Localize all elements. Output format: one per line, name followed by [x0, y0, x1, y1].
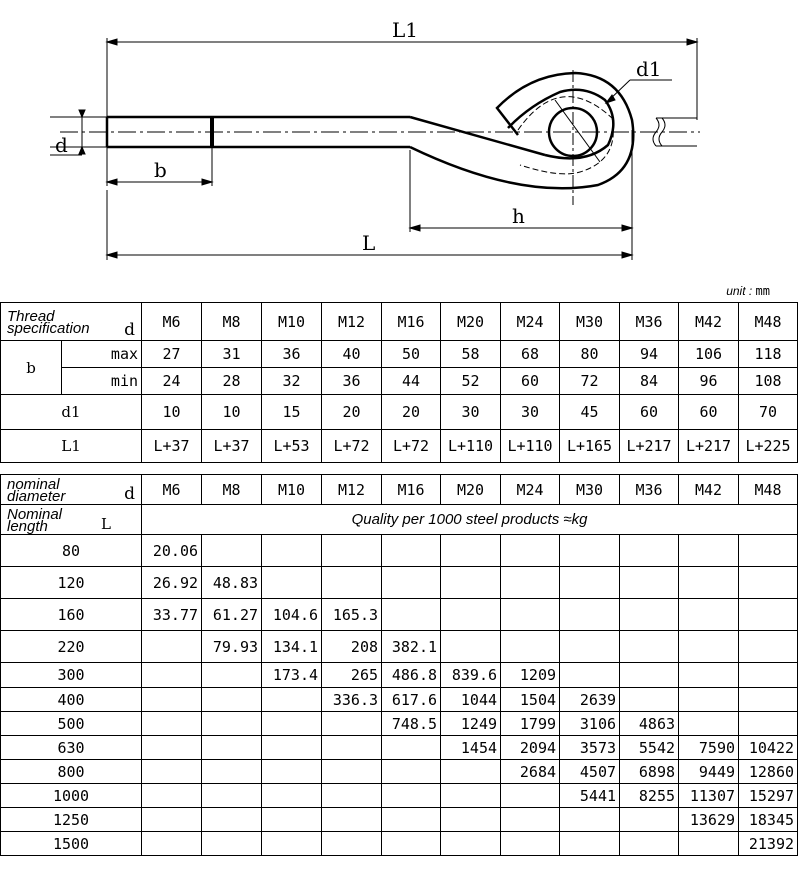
d1-cell: 70	[739, 395, 798, 430]
weight-cell	[202, 712, 262, 736]
weight-cell: 9449	[679, 760, 739, 784]
b-max-cell: 40	[322, 341, 382, 368]
b-max-cell: 36	[262, 341, 322, 368]
weight-cell: 8255	[620, 784, 679, 808]
L1-cell: L+225	[739, 430, 798, 463]
thread-spec-header: Thread specification d	[1, 303, 142, 341]
weight-header-row	[1, 475, 798, 505]
L1-cell: L+217	[679, 430, 739, 463]
length-cell: 630	[1, 736, 142, 760]
L1-cell: L+37	[202, 430, 262, 463]
weight-row	[1, 663, 798, 688]
weight-cell	[620, 567, 679, 599]
unit-value: mm	[755, 284, 770, 298]
b-max-cell: 94	[620, 341, 679, 368]
weight-cell: 12860	[739, 760, 798, 784]
weight-cell: 265	[322, 663, 382, 688]
length-cell: 220	[1, 631, 142, 663]
weight-cell	[202, 784, 262, 808]
weight-cell: 5441	[560, 784, 620, 808]
weight-cell	[202, 688, 262, 712]
b-label: b	[1, 341, 62, 395]
weight-cell	[501, 567, 560, 599]
weight-cell	[620, 535, 679, 567]
length-cell: 160	[1, 599, 142, 631]
b-min-cell: 72	[560, 368, 620, 395]
weight-cell: 11307	[679, 784, 739, 808]
b-min-cell: 32	[262, 368, 322, 395]
b-max-cell: 31	[202, 341, 262, 368]
weight-cell	[262, 535, 322, 567]
label-d: d	[55, 133, 68, 157]
L1-cell: L+53	[262, 430, 322, 463]
L1-cell: L+110	[441, 430, 501, 463]
weight-row	[1, 760, 798, 784]
d1-row	[1, 395, 798, 430]
weight-row	[1, 736, 798, 760]
size-cell: M24	[501, 475, 560, 505]
weight-cell	[262, 712, 322, 736]
size-cell: M36	[620, 475, 679, 505]
weight-cell: 104.6	[262, 599, 322, 631]
weight-cell	[202, 663, 262, 688]
weight-cell	[322, 567, 382, 599]
label-L1: L1	[392, 18, 419, 42]
weight-cell: 4863	[620, 712, 679, 736]
weight-table	[0, 474, 798, 856]
weight-cell: 3106	[560, 712, 620, 736]
weight-cell	[322, 832, 382, 856]
weight-cell: 3573	[560, 736, 620, 760]
weight-cell	[262, 736, 322, 760]
b-max-cell: 58	[441, 341, 501, 368]
weight-cell: 208	[322, 631, 382, 663]
weight-row	[1, 631, 798, 663]
weight-cell: 26.92	[142, 567, 202, 599]
size-cell: M10	[262, 303, 322, 341]
weight-cell	[739, 599, 798, 631]
weight-cell	[679, 599, 739, 631]
weight-cell	[322, 760, 382, 784]
d1-label: d1	[1, 395, 142, 430]
weight-cell	[679, 712, 739, 736]
label-L: L	[362, 231, 376, 255]
d1-cell: 10	[142, 395, 202, 430]
L1-cell: L+165	[560, 430, 620, 463]
weight-cell: 79.93	[202, 631, 262, 663]
length-cell: 80	[1, 535, 142, 567]
weight-cell	[202, 832, 262, 856]
weight-cell	[560, 808, 620, 832]
b-max-cell: 27	[142, 341, 202, 368]
weight-row	[1, 712, 798, 736]
weight-cell: 18345	[739, 808, 798, 832]
weight-cell: 61.27	[202, 599, 262, 631]
weight-cell	[262, 784, 322, 808]
b-min-cell: 24	[142, 368, 202, 395]
d1-cell: 45	[560, 395, 620, 430]
weight-cell	[501, 832, 560, 856]
weight-cell	[739, 567, 798, 599]
weight-cell	[262, 688, 322, 712]
b-min-cell: 60	[501, 368, 560, 395]
size-cell: M6	[142, 303, 202, 341]
size-cell: M42	[679, 475, 739, 505]
weight-cell	[501, 599, 560, 631]
weight-cell	[679, 688, 739, 712]
weight-cell: 1209	[501, 663, 560, 688]
size-cell: M16	[382, 475, 441, 505]
weight-cell: 486.8	[382, 663, 441, 688]
weight-cell	[441, 631, 501, 663]
b-max-cell: 80	[560, 341, 620, 368]
weight-cell	[560, 663, 620, 688]
d1-cell: 30	[501, 395, 560, 430]
weight-cell: 13629	[679, 808, 739, 832]
quality-label: Quality per 1000 steel products ≈kg	[142, 505, 798, 535]
weight-cell	[142, 760, 202, 784]
weight-cell	[441, 832, 501, 856]
weight-row	[1, 832, 798, 856]
weight-row	[1, 535, 798, 567]
b-max-cell: 106	[679, 341, 739, 368]
weight-cell	[501, 808, 560, 832]
length-cell: 500	[1, 712, 142, 736]
weight-cell	[620, 688, 679, 712]
weight-cell: 2639	[560, 688, 620, 712]
size-cell: M8	[202, 475, 262, 505]
weight-cell	[382, 760, 441, 784]
weight-cell: 173.4	[262, 663, 322, 688]
weight-cell	[620, 832, 679, 856]
unit-label	[726, 284, 770, 298]
L1-cell: L+37	[142, 430, 202, 463]
weight-row	[1, 599, 798, 631]
weight-cell: 134.1	[262, 631, 322, 663]
length-cell: 800	[1, 760, 142, 784]
spec-table	[0, 302, 798, 463]
size-cell: M36	[620, 303, 679, 341]
weight-cell	[202, 736, 262, 760]
weight-cell	[382, 567, 441, 599]
size-cell: M30	[560, 303, 620, 341]
weight-cell: 1249	[441, 712, 501, 736]
size-cell: M16	[382, 303, 441, 341]
weight-cell: 165.3	[322, 599, 382, 631]
weight-cell	[441, 599, 501, 631]
weight-cell	[142, 736, 202, 760]
size-cell: M24	[501, 303, 560, 341]
weight-cell: 1504	[501, 688, 560, 712]
weight-cell	[382, 784, 441, 808]
L1-cell: L+110	[501, 430, 560, 463]
b-max-cell: 68	[501, 341, 560, 368]
weight-cell: 10422	[739, 736, 798, 760]
weight-cell	[560, 599, 620, 631]
weight-cell: 748.5	[382, 712, 441, 736]
weight-cell: 33.77	[142, 599, 202, 631]
weight-cell	[322, 808, 382, 832]
size-cell: M20	[441, 303, 501, 341]
weight-cell	[501, 784, 560, 808]
weight-row	[1, 808, 798, 832]
b-min-cell: 44	[382, 368, 441, 395]
L1-label: L1	[1, 430, 142, 463]
weight-cell	[441, 567, 501, 599]
weight-cell	[382, 736, 441, 760]
weight-cell	[202, 535, 262, 567]
size-cell: M6	[142, 475, 202, 505]
weight-cell	[560, 535, 620, 567]
weight-cell	[142, 663, 202, 688]
weight-row	[1, 567, 798, 599]
weight-cell	[501, 535, 560, 567]
size-cell: M30	[560, 475, 620, 505]
weight-cell	[679, 631, 739, 663]
b-min-cell: 96	[679, 368, 739, 395]
label-d1: d1	[636, 57, 662, 81]
weight-cell	[441, 808, 501, 832]
length-cell: 1250	[1, 808, 142, 832]
weight-cell	[739, 535, 798, 567]
size-cell: M42	[679, 303, 739, 341]
length-cell: 400	[1, 688, 142, 712]
weight-cell	[739, 712, 798, 736]
L1-cell: L+72	[382, 430, 441, 463]
L1-cell: L+217	[620, 430, 679, 463]
length-cell: 1000	[1, 784, 142, 808]
weight-cell	[142, 712, 202, 736]
length-cell: 1500	[1, 832, 142, 856]
weight-cell	[142, 832, 202, 856]
weight-cell	[739, 631, 798, 663]
d1-cell: 10	[202, 395, 262, 430]
weight-cell	[441, 784, 501, 808]
weight-cell	[739, 663, 798, 688]
eye-bolt-drawing	[0, 0, 800, 272]
weight-cell	[441, 760, 501, 784]
weight-cell	[560, 567, 620, 599]
spec-header-row	[1, 303, 798, 341]
weight-cell	[142, 631, 202, 663]
weight-cell: 617.6	[382, 688, 441, 712]
weight-cell	[441, 535, 501, 567]
b-min-cell: 84	[620, 368, 679, 395]
d1-cell: 60	[620, 395, 679, 430]
weight-cell: 382.1	[382, 631, 441, 663]
weight-row	[1, 784, 798, 808]
weight-cell	[262, 808, 322, 832]
weight-cell: 15297	[739, 784, 798, 808]
weight-cell	[620, 599, 679, 631]
weight-cell: 1799	[501, 712, 560, 736]
length-cell: 120	[1, 567, 142, 599]
b-min-cell: 36	[322, 368, 382, 395]
weight-cell	[262, 832, 322, 856]
weight-cell	[620, 808, 679, 832]
weight-cell: 4507	[560, 760, 620, 784]
weight-cell: 2094	[501, 736, 560, 760]
weight-cell	[739, 688, 798, 712]
weight-cell	[382, 599, 441, 631]
max-label: max	[62, 341, 142, 368]
label-b: b	[154, 158, 167, 182]
weight-cell	[679, 535, 739, 567]
weight-cell	[142, 808, 202, 832]
weight-cell	[560, 631, 620, 663]
weight-cell	[560, 832, 620, 856]
weight-cell	[202, 760, 262, 784]
weight-cell	[620, 663, 679, 688]
weight-cell	[262, 760, 322, 784]
weight-cell: 336.3	[322, 688, 382, 712]
b-min-row	[1, 368, 798, 395]
weight-cell	[322, 784, 382, 808]
weight-cell: 7590	[679, 736, 739, 760]
size-cell: M20	[441, 475, 501, 505]
weight-cell	[202, 808, 262, 832]
weight-cell	[142, 688, 202, 712]
weight-cell: 1454	[441, 736, 501, 760]
b-max-cell: 118	[739, 341, 798, 368]
length-cell: 300	[1, 663, 142, 688]
d1-cell: 30	[441, 395, 501, 430]
weight-cell	[322, 736, 382, 760]
unit-text: unit :	[726, 284, 753, 298]
weight-cell	[679, 832, 739, 856]
weight-row	[1, 688, 798, 712]
weight-cell: 2684	[501, 760, 560, 784]
d1-cell: 20	[382, 395, 441, 430]
L1-row	[1, 430, 798, 463]
weight-cell: 5542	[620, 736, 679, 760]
weight-cell	[382, 535, 441, 567]
d1-cell: 60	[679, 395, 739, 430]
nominal-length-row	[1, 505, 798, 535]
size-cell: M10	[262, 475, 322, 505]
size-cell: M12	[322, 303, 382, 341]
b-max-cell: 50	[382, 341, 441, 368]
weight-cell	[382, 832, 441, 856]
weight-cell	[679, 567, 739, 599]
weight-cell: 21392	[739, 832, 798, 856]
L1-cell: L+72	[322, 430, 382, 463]
weight-cell: 839.6	[441, 663, 501, 688]
b-min-cell: 52	[441, 368, 501, 395]
d1-cell: 15	[262, 395, 322, 430]
nominal-diameter-header: nominal diameter d	[1, 475, 142, 505]
weight-cell	[322, 712, 382, 736]
label-h: h	[512, 204, 525, 228]
b-min-cell: 108	[739, 368, 798, 395]
weight-cell: 1044	[441, 688, 501, 712]
weight-cell: 6898	[620, 760, 679, 784]
weight-cell: 48.83	[202, 567, 262, 599]
weight-cell: 20.06	[142, 535, 202, 567]
size-cell: M48	[739, 475, 798, 505]
weight-cell	[620, 631, 679, 663]
size-cell: M48	[739, 303, 798, 341]
weight-cell	[382, 808, 441, 832]
weight-cell	[501, 631, 560, 663]
b-min-cell: 28	[202, 368, 262, 395]
weight-cell	[142, 784, 202, 808]
weight-cell	[262, 567, 322, 599]
size-cell: M8	[202, 303, 262, 341]
size-cell: M12	[322, 475, 382, 505]
weight-cell	[322, 535, 382, 567]
nominal-length-header: Nominal length L	[1, 505, 142, 535]
weight-cell	[679, 663, 739, 688]
min-label: min	[62, 368, 142, 395]
d1-cell: 20	[322, 395, 382, 430]
b-max-row	[1, 341, 798, 368]
